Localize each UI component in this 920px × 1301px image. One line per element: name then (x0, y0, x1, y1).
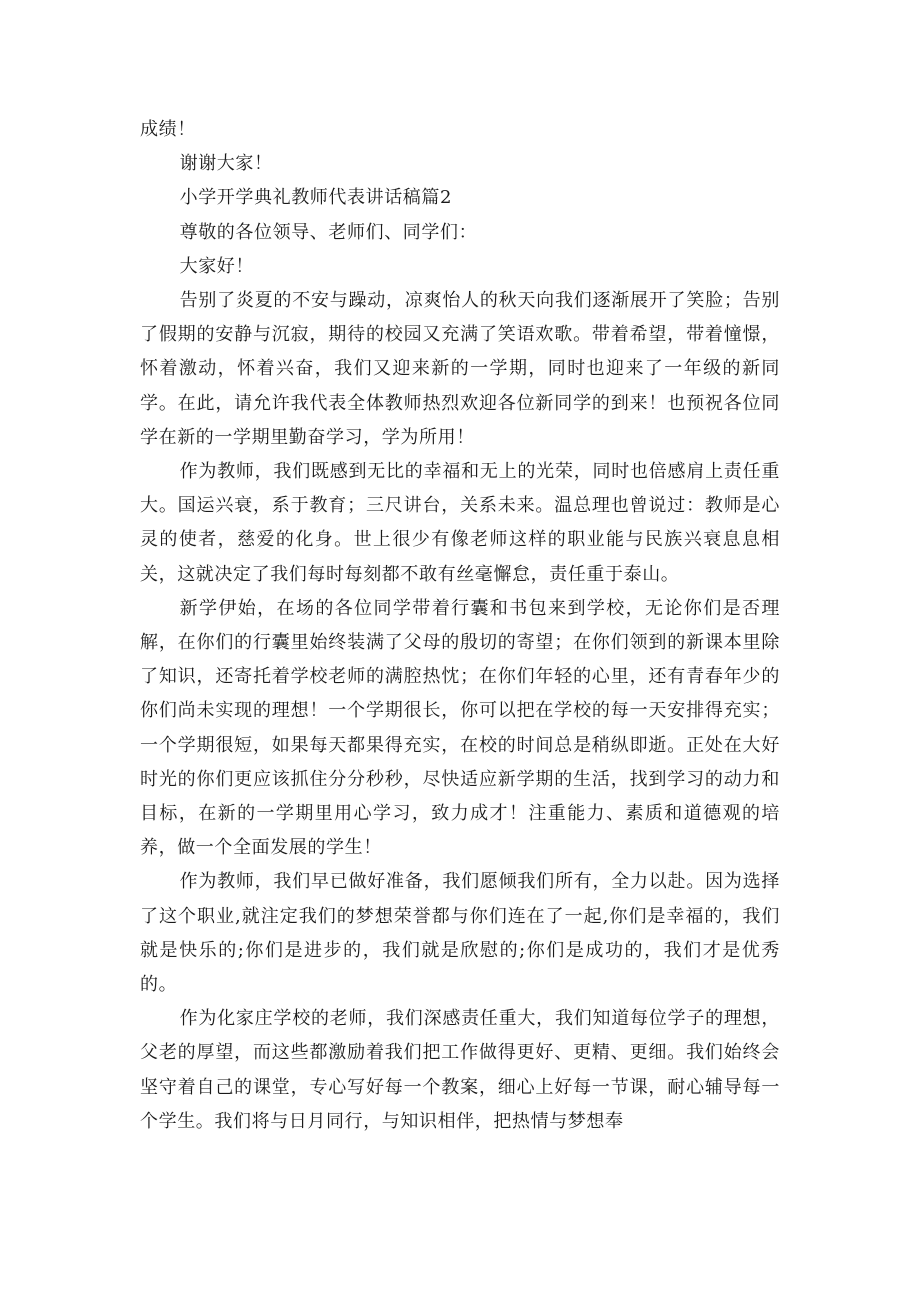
paragraph-continuation: 成绩！ (140, 119, 196, 140)
paragraph-new-semester: 新学伊始，在场的各位同学带着行囊和书包来到学校，无论你们是否理解，在你们的行囊里始终装满了父母的殷切的寄望；在你们领到的新课本里除了知识，还寄托着学校老师的满腔热忱；在你们年轻的心里，还有青春年少的你们尚未实现的理想！一个学期很长，你可以把在学校的每一天安排得充实；一个学期很短，如果每天都果得充实，在校的时间总是稍纵即逝。正处在大好时光的你们更应该抓住分分秒秒，尽快适应新学期的生活，找到学习的动力和目标，在新的一学期里用心学习，致力成才！注重能力、素质和道德观的培养，做一个全面发展的学生！ (140, 597, 780, 859)
paragraph-thanks: 谢谢大家！ (179, 153, 273, 175)
document-body (140, 113, 780, 1139)
paragraph-autumn: 告别了炎夏的不安与躁动，凉爽怡人的秋天向我们逐渐展开了笑脸；告别了假期的安静与沉寂，期待的校园又充满了笑语欢歌。带着希望，带着憧憬，怀着激动，怀着兴奋，我们又迎来新的一学期，同时也迎来了一年级的新同学。在此，请允许我代表全体教师热烈欢迎各位新同学的到来！也预祝各位同学在新的一学期里勤奋学习，学为所用！ (140, 290, 780, 448)
section-title: 小学开学典礼教师代表讲话稿篇2 (179, 187, 453, 209)
paragraph-teacher-ready: 作为教师，我们早已做好准备，我们愿倾我们所有，全力以赴。因为选择了这个职业,就注定我们的梦想荣誉都与你们连在了一起,你们是幸福的，我们就是快乐的;你们是进步的，我们就是欣慰的;你们是成功的，我们才是优秀的。 (140, 871, 780, 996)
greeting: 大家好！ (179, 255, 254, 277)
salutation: 尊敬的各位领导、老师们、同学们： (179, 221, 478, 243)
paragraph-teacher-honor: 作为教师，我们既感到无比的幸福和无上的光荣，同时也倍感肩上责任重大。国运兴衰，系于教育；三尺讲台，关系未来。温总理也曾说过：教师是心灵的使者，慈爱的化身。世上很少有像老师这样的职业能与民族兴衰息息相关，这就决定了我们每时每刻都不敢有丝毫懈怠，责任重于泰山。 (140, 461, 780, 585)
paragraph-school-teachers: 作为化家庄学校的老师，我们深感责任重大，我们知道每位学子的理想，父老的厚望，而这些都激励着我们把工作做得更好、更精、更细。我们始终会坚守着自己的课堂，专心写好每一个教案，细心上好每一节课，耐心辅导每一个学生。我们将与日月同行，与知识相伴，把热情与梦想奉 (140, 1008, 780, 1132)
